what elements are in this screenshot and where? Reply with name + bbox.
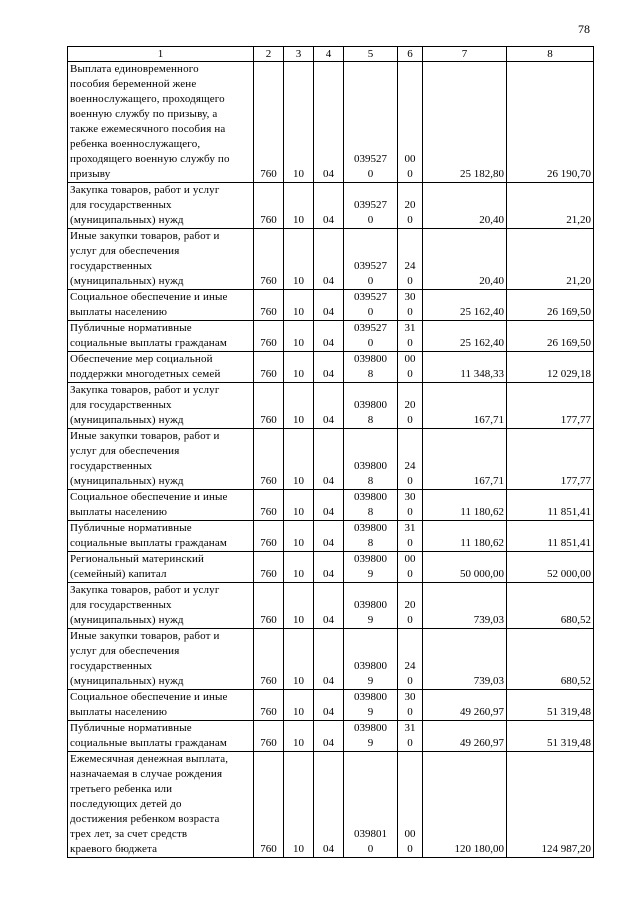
code-cell-c4: 04 — [314, 290, 344, 321]
code-cell-c6 — [398, 62, 423, 183]
code-cell-c3: 10 — [284, 290, 314, 321]
table-row — [68, 321, 594, 352]
cell-line: услуг для обеспечения — [70, 445, 180, 457]
code-cell-c5 — [344, 352, 398, 383]
cell-line: 0 — [407, 614, 413, 626]
row-name-cell — [68, 183, 254, 229]
table-row — [68, 383, 594, 429]
table-row — [68, 721, 594, 752]
page-number: 78 — [578, 22, 590, 36]
amount-cell-c8: 21,20 — [507, 229, 594, 290]
cell-line: (семейный) капитал — [70, 568, 167, 580]
cell-line: последующих детей до — [70, 798, 182, 810]
cell-line: услуг для обеспечения — [70, 645, 180, 657]
cell-line: 0 — [407, 475, 413, 487]
table-row — [68, 352, 594, 383]
code-cell-c5 — [344, 690, 398, 721]
code-cell-c4: 04 — [314, 62, 344, 183]
amount-cell-c8: 26 190,70 — [507, 62, 594, 183]
code-cell-c4: 04 — [314, 429, 344, 490]
code-cell-c6 — [398, 490, 423, 521]
table-row — [68, 183, 594, 229]
cell-line: 0 — [407, 737, 413, 749]
cell-line: (муниципальных) нужд — [70, 675, 184, 687]
cell-line: 0 — [407, 168, 413, 180]
amount-cell-c8: 177,77 — [507, 429, 594, 490]
code-cell-c2: 760 — [254, 429, 284, 490]
cell-line: выплаты населению — [70, 706, 168, 718]
cell-line: для государственных — [70, 399, 172, 411]
row-name-cell — [68, 229, 254, 290]
cell-line: 00 — [404, 353, 416, 365]
cell-line: 039800 — [354, 522, 387, 534]
header-cell: 4 — [314, 47, 344, 62]
cell-line: Публичные нормативные — [70, 722, 192, 734]
cell-line: 00 — [404, 153, 416, 165]
amount-cell-c7: 25 162,40 — [423, 321, 507, 352]
cell-line: 0 — [407, 337, 413, 349]
cell-line: назначаемая в случае рождения — [70, 768, 223, 780]
budget-table — [67, 46, 594, 858]
cell-line: (муниципальных) нужд — [70, 614, 184, 626]
code-cell-c6 — [398, 629, 423, 690]
code-cell-c4: 04 — [314, 721, 344, 752]
amount-cell-c7: 739,03 — [423, 629, 507, 690]
table-row — [68, 490, 594, 521]
table-row — [68, 229, 594, 290]
code-cell-c4: 04 — [314, 629, 344, 690]
code-cell-c3: 10 — [284, 62, 314, 183]
cell-line: Социальное обеспечение и иные — [70, 291, 228, 303]
code-cell-c3: 10 — [284, 183, 314, 229]
code-cell-c5 — [344, 383, 398, 429]
amount-cell-c7: 25 182,80 — [423, 62, 507, 183]
cell-line: 039800 — [354, 660, 387, 672]
cell-line: 9 — [367, 614, 374, 626]
code-cell-c2: 760 — [254, 321, 284, 352]
cell-line: 00 — [404, 828, 416, 840]
code-cell-c5 — [344, 321, 398, 352]
cell-line: 0 — [407, 368, 413, 380]
cell-line: 24 — [404, 460, 416, 472]
amount-cell-c7: 739,03 — [423, 583, 507, 629]
code-cell-c2: 760 — [254, 552, 284, 583]
cell-line: 20 — [404, 399, 416, 411]
cell-line: призыву — [70, 168, 111, 180]
cell-line: 8 — [367, 475, 374, 487]
cell-line: Закупка товаров, работ и услуг — [70, 584, 220, 596]
code-cell-c6 — [398, 229, 423, 290]
table-row — [68, 552, 594, 583]
code-cell-c3: 10 — [284, 629, 314, 690]
header-cell: 6 — [398, 47, 423, 62]
cell-line: 0 — [407, 537, 413, 549]
code-cell-c3: 10 — [284, 490, 314, 521]
code-cell-c5 — [344, 752, 398, 858]
code-cell-c3: 10 — [284, 721, 314, 752]
code-cell-c4: 04 — [314, 752, 344, 858]
cell-line: 0 — [367, 843, 374, 855]
cell-line: достижения ребенком возраста — [70, 813, 220, 825]
header-cell: 8 — [507, 47, 594, 62]
code-cell-c2: 760 — [254, 290, 284, 321]
cell-line: 0 — [407, 675, 413, 687]
cell-line: 039800 — [354, 460, 387, 472]
row-name-cell — [68, 62, 254, 183]
cell-line: 039527 — [354, 291, 387, 303]
code-cell-c6 — [398, 383, 423, 429]
amount-cell-c7: 167,71 — [423, 383, 507, 429]
code-cell-c3: 10 — [284, 429, 314, 490]
cell-line: выплаты населению — [70, 506, 168, 518]
amount-cell-c8: 26 169,50 — [507, 290, 594, 321]
code-cell-c2: 760 — [254, 721, 284, 752]
code-cell-c6 — [398, 552, 423, 583]
amount-cell-c7: 50 000,00 — [423, 552, 507, 583]
amount-cell-c8: 124 987,20 — [507, 752, 594, 858]
cell-line: для государственных — [70, 599, 172, 611]
cell-line: пособия беременной жене — [70, 78, 197, 90]
amount-cell-c8: 51 319,48 — [507, 690, 594, 721]
cell-line: 30 — [404, 691, 416, 703]
row-name-cell — [68, 721, 254, 752]
code-cell-c3: 10 — [284, 229, 314, 290]
cell-line: 039800 — [354, 353, 387, 365]
cell-line: Публичные нормативные — [70, 522, 192, 534]
cell-line: ребенка военнослужащего, — [70, 138, 201, 150]
cell-line: военнослужащего, проходящего — [70, 93, 225, 105]
cell-line: 9 — [367, 568, 374, 580]
amount-cell-c7: 20,40 — [423, 229, 507, 290]
code-cell-c4: 04 — [314, 229, 344, 290]
header-cell: 1 — [68, 47, 254, 62]
code-cell-c2: 760 — [254, 629, 284, 690]
amount-cell-c8: 11 851,41 — [507, 490, 594, 521]
cell-line: Выплата единовременного — [70, 63, 199, 75]
cell-line: Иные закупки товаров, работ и — [70, 230, 220, 242]
code-cell-c5 — [344, 721, 398, 752]
cell-line: 0 — [407, 568, 413, 580]
code-cell-c4: 04 — [314, 552, 344, 583]
amount-cell-c8: 52 000,00 — [507, 552, 594, 583]
table-row — [68, 62, 594, 183]
cell-line: 0 — [367, 306, 374, 318]
amount-cell-c8: 680,52 — [507, 629, 594, 690]
code-cell-c4: 04 — [314, 583, 344, 629]
cell-line: третьего ребенка или — [70, 783, 173, 795]
table-header-row — [68, 47, 594, 62]
cell-line: социальные выплаты гражданам — [70, 537, 227, 549]
code-cell-c5 — [344, 229, 398, 290]
cell-line: 31 — [404, 322, 416, 334]
code-cell-c4: 04 — [314, 490, 344, 521]
cell-line: 039801 — [354, 828, 387, 840]
code-cell-c5 — [344, 552, 398, 583]
cell-line: 9 — [367, 706, 374, 718]
table-row — [68, 690, 594, 721]
cell-line: 8 — [367, 414, 374, 426]
code-cell-c6 — [398, 429, 423, 490]
header-cell: 3 — [284, 47, 314, 62]
code-cell-c5 — [344, 490, 398, 521]
header-cell: 5 — [344, 47, 398, 62]
code-cell-c5 — [344, 290, 398, 321]
code-cell-c3: 10 — [284, 583, 314, 629]
cell-line: Закупка товаров, работ и услуг — [70, 384, 220, 396]
code-cell-c5 — [344, 183, 398, 229]
code-cell-c4: 04 — [314, 183, 344, 229]
cell-line: 30 — [404, 291, 416, 303]
cell-line: 8 — [367, 506, 374, 518]
amount-cell-c7: 49 260,97 — [423, 690, 507, 721]
row-name-cell — [68, 490, 254, 521]
row-name-cell — [68, 429, 254, 490]
cell-line: 24 — [404, 260, 416, 272]
amount-cell-c7: 11 348,33 — [423, 352, 507, 383]
row-name-cell — [68, 629, 254, 690]
row-name-cell — [68, 352, 254, 383]
table-row — [68, 429, 594, 490]
code-cell-c5 — [344, 521, 398, 552]
amount-cell-c7: 120 180,00 — [423, 752, 507, 858]
code-cell-c2: 760 — [254, 490, 284, 521]
cell-line: 0 — [367, 337, 374, 349]
cell-line: Социальное обеспечение и иные — [70, 691, 228, 703]
code-cell-c3: 10 — [284, 521, 314, 552]
cell-line: 0 — [407, 214, 413, 226]
code-cell-c3: 10 — [284, 383, 314, 429]
cell-line: Региональный материнский — [70, 553, 205, 565]
cell-line: выплаты населению — [70, 306, 168, 318]
code-cell-c2: 760 — [254, 352, 284, 383]
code-cell-c5 — [344, 583, 398, 629]
row-name-cell — [68, 521, 254, 552]
cell-line: (муниципальных) нужд — [70, 214, 184, 226]
row-name-cell — [68, 690, 254, 721]
code-cell-c6 — [398, 690, 423, 721]
cell-line: 31 — [404, 722, 416, 734]
code-cell-c6 — [398, 321, 423, 352]
cell-line: 039800 — [354, 599, 387, 611]
row-name-cell — [68, 383, 254, 429]
cell-line: социальные выплаты гражданам — [70, 337, 227, 349]
code-cell-c3: 10 — [284, 352, 314, 383]
cell-line: 039527 — [354, 199, 387, 211]
cell-line: 20 — [404, 199, 416, 211]
cell-line: 00 — [404, 553, 416, 565]
cell-line: проходящего военную службу по — [70, 153, 230, 165]
cell-line: 0 — [407, 275, 413, 287]
cell-line: государственных — [70, 460, 153, 472]
code-cell-c6 — [398, 290, 423, 321]
cell-line: 039527 — [354, 260, 387, 272]
cell-line: 8 — [367, 368, 374, 380]
code-cell-c3: 10 — [284, 752, 314, 858]
cell-line: военную службу по призыву, а — [70, 108, 218, 120]
cell-line: 0 — [367, 214, 374, 226]
cell-line: 24 — [404, 660, 416, 672]
amount-cell-c7: 20,40 — [423, 183, 507, 229]
code-cell-c2: 760 — [254, 752, 284, 858]
table-row — [68, 290, 594, 321]
amount-cell-c8: 12 029,18 — [507, 352, 594, 383]
code-cell-c5 — [344, 429, 398, 490]
code-cell-c2: 760 — [254, 521, 284, 552]
cell-line: краевого бюджета — [70, 843, 158, 855]
code-cell-c2: 760 — [254, 62, 284, 183]
cell-line: Иные закупки товаров, работ и — [70, 630, 220, 642]
code-cell-c2: 760 — [254, 183, 284, 229]
amount-cell-c8: 51 319,48 — [507, 721, 594, 752]
cell-line: 9 — [367, 675, 374, 687]
cell-line: 039527 — [354, 153, 387, 165]
cell-line: 0 — [407, 706, 413, 718]
code-cell-c2: 760 — [254, 229, 284, 290]
cell-line: поддержки многодетных семей — [70, 368, 221, 380]
cell-line: 0 — [407, 306, 413, 318]
cell-line: Обеспечение мер социальной — [70, 353, 213, 365]
code-cell-c6 — [398, 752, 423, 858]
cell-line: трех лет, за счет средств — [70, 828, 188, 840]
code-cell-c4: 04 — [314, 321, 344, 352]
cell-line: государственных — [70, 660, 153, 672]
cell-line: 0 — [407, 843, 413, 855]
code-cell-c2: 760 — [254, 383, 284, 429]
amount-cell-c7: 167,71 — [423, 429, 507, 490]
amount-cell-c8: 177,77 — [507, 383, 594, 429]
table-row — [68, 629, 594, 690]
amount-cell-c7: 11 180,62 — [423, 521, 507, 552]
code-cell-c6 — [398, 721, 423, 752]
cell-line: 31 — [404, 522, 416, 534]
cell-line: Публичные нормативные — [70, 322, 192, 334]
cell-line: 0 — [407, 414, 413, 426]
code-cell-c6 — [398, 352, 423, 383]
code-cell-c6 — [398, 583, 423, 629]
row-name-cell — [68, 552, 254, 583]
cell-line: 20 — [404, 599, 416, 611]
cell-line: социальные выплаты гражданам — [70, 737, 227, 749]
code-cell-c3: 10 — [284, 552, 314, 583]
amount-cell-c8: 26 169,50 — [507, 321, 594, 352]
row-name-cell — [68, 321, 254, 352]
table-body — [68, 62, 594, 858]
table-row — [68, 521, 594, 552]
amount-cell-c7: 49 260,97 — [423, 721, 507, 752]
amount-cell-c7: 25 162,40 — [423, 290, 507, 321]
row-name-cell — [68, 290, 254, 321]
code-cell-c4: 04 — [314, 521, 344, 552]
amount-cell-c8: 21,20 — [507, 183, 594, 229]
table-row — [68, 583, 594, 629]
table-row — [68, 752, 594, 858]
cell-line: (муниципальных) нужд — [70, 275, 184, 287]
cell-line: 039800 — [354, 722, 387, 734]
cell-line: 039800 — [354, 399, 387, 411]
cell-line: Социальное обеспечение и иные — [70, 491, 228, 503]
cell-line: для государственных — [70, 199, 172, 211]
header-cell: 7 — [423, 47, 507, 62]
cell-line: 9 — [367, 737, 374, 749]
cell-line: государственных — [70, 260, 153, 272]
code-cell-c3: 10 — [284, 690, 314, 721]
cell-line: 0 — [367, 275, 374, 287]
cell-line: (муниципальных) нужд — [70, 414, 184, 426]
cell-line: 039800 — [354, 553, 387, 565]
row-name-cell — [68, 583, 254, 629]
cell-line: Иные закупки товаров, работ и — [70, 430, 220, 442]
cell-line: 039800 — [354, 691, 387, 703]
cell-line: 0 — [407, 506, 413, 518]
cell-line: 8 — [367, 537, 374, 549]
amount-cell-c8: 680,52 — [507, 583, 594, 629]
code-cell-c3: 10 — [284, 321, 314, 352]
code-cell-c6 — [398, 521, 423, 552]
code-cell-c4: 04 — [314, 690, 344, 721]
cell-line: 039800 — [354, 491, 387, 503]
code-cell-c5 — [344, 62, 398, 183]
row-name-cell — [68, 752, 254, 858]
cell-line: также ежемесячного пособия на — [70, 123, 226, 135]
code-cell-c2: 760 — [254, 690, 284, 721]
code-cell-c4: 04 — [314, 383, 344, 429]
header-cell: 2 — [254, 47, 284, 62]
cell-line: 0 — [367, 168, 374, 180]
code-cell-c2: 760 — [254, 583, 284, 629]
cell-line: (муниципальных) нужд — [70, 475, 184, 487]
cell-line: 039527 — [354, 322, 387, 334]
cell-line: 30 — [404, 491, 416, 503]
amount-cell-c8: 11 851,41 — [507, 521, 594, 552]
cell-line: услуг для обеспечения — [70, 245, 180, 257]
cell-line: Ежемесячная денежная выплата, — [70, 753, 229, 765]
code-cell-c4: 04 — [314, 352, 344, 383]
code-cell-c6 — [398, 183, 423, 229]
code-cell-c5 — [344, 629, 398, 690]
amount-cell-c7: 11 180,62 — [423, 490, 507, 521]
cell-line: Закупка товаров, работ и услуг — [70, 184, 220, 196]
